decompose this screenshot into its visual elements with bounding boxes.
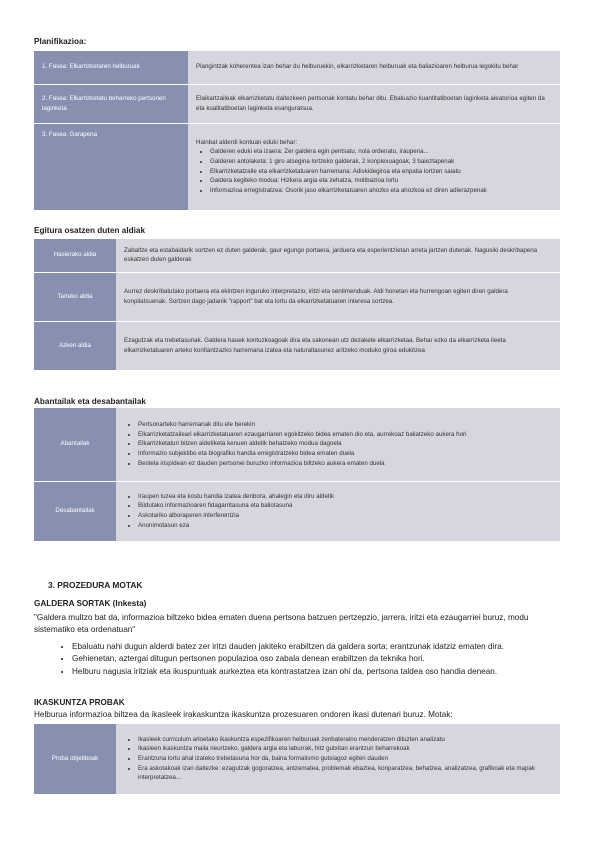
phase-text: Plangintzak koherentea izan behar du helburuekin, elkarrizketaren helburuak eta baliazioaren helburua legokitu behar [188, 51, 560, 84]
list-item: • Bildutako informazioaren fidagarritasuna eta baliotasuna [138, 501, 552, 511]
disadvantages-label: Desabantailak [34, 481, 116, 541]
stage-label: Tarteko aldia [34, 272, 116, 321]
list-item: • Askotariko alboraperen interferentzia [138, 511, 552, 521]
table-row [34, 321, 560, 370]
phase-text [188, 123, 560, 210]
list-item: • Ikasleek curriculum arloetako ikaskuntza espezifikoaren helburuak zenbateraino menderatzen dituzten analizatu [138, 735, 552, 745]
section-heading: 3. PROZEDURA MOTAK [48, 580, 143, 590]
advantages-list [124, 420, 552, 468]
list-item: • Galderen eduki eta izaera: Zer galdera egin pentsatu, nola ordenatu, iraupena... [210, 147, 552, 157]
list-item: • Bestela irispidean ez dauden pertsonei buruzko informazioa biltzeko aukera ematen duela [138, 459, 552, 469]
phase-intro: Hainbat alderdi kontuan eduki behar: [196, 138, 298, 146]
disadvantages-list [124, 492, 552, 530]
structure-table [34, 239, 560, 371]
list-item: • Informazio subjektibo eta biografiko handia erregistratzeko bidea ematen duela [138, 449, 552, 459]
list-item: • Informazioa erregistratzea: Osorik jaso elkarrizketatuaren ahozko eta ahozkoa ez diren adierazpenak [210, 186, 552, 196]
planification-title: Planifikazioa: [34, 37, 87, 46]
stage-label: Azken aldia [34, 321, 116, 370]
structure-title: Egitura osatzen duten aldiak [34, 226, 146, 235]
list-item: • Galdera kegiteko modua: Hizkera argia eta zehatza, motibazioa lortu [210, 176, 552, 186]
list-item: • Ikasleen ikaskuntza maila neurtzeko, galdera argia eta laburrak, hitz gutxitan erantzun beharrekoak [138, 744, 552, 754]
phase-text: Elaikartzaileak elkarrizketatu daitezkeen pertsonak kontatu behar ditu. Ebaluazio kuantitatiboetan laginketa aleatorioa egiten da eta kualitatiboetan laginketa esanguratsua. [188, 84, 560, 123]
phase-label: 2. Fasea: Elkarrizketatu beharreko pertsonen laginketa [34, 84, 188, 123]
planification-table [34, 51, 560, 211]
proba-list [124, 735, 552, 783]
list-item: • Ebaluatu nahi dugun alderdi batez zer iritzi dauden jakiteko erabiltzen da galdera sorta; erantzunak idatziz ematen dira. [72, 641, 552, 653]
list-item: • Helburu nagusia iritziak eta ikuspuntuak aurkeztea eta kontrastatzea izan ohi da, pertsona taldea oso handia denean. [72, 666, 552, 678]
list-item: • Erantzuna lortu ahal izateko trebetasuna hor da, baina formalismo gutxiagoz egiten dauden [138, 754, 552, 764]
stage-text: Zabaltze eta estabaidarik sortzen ez duten galderak, gaur egungo portaera, jarduera eta esperientzietan arreta jartzen dutenak. Nagusiki deskribapena eskatzen duten galderak [116, 239, 560, 272]
phase-list [196, 147, 552, 195]
table-row [34, 239, 560, 272]
list-item: • Era askotakoak izan daitezke: ezagutzak gogoratzea, antzematea, problemak ebaztea, konparatzea, behatzea, analizatzea, grafikoak eta mapak interpretatzea... [138, 764, 552, 783]
table-row [34, 272, 560, 321]
galdera-title: GALDERA SORTAK (Inkesta) [34, 599, 147, 608]
list-item: • Galderen antolaketa: 1 giro atsegina lortzeko galderak, 2 konplexuagoak, 3 baieztapenak [210, 157, 552, 167]
list-item: • Gehienetan, aztergai ditugun pertsonen populazioa oso zabala denean erabiltzen da teknika hori. [72, 653, 552, 665]
ikaskuntza-intro: Helburua informazioa biltzea da ikasleek irakaskuntza ikaskuntza prozesuaren ondoren ikasi dutenari buruz. Motak: [34, 710, 453, 719]
list-item: • Elkarrizketaturi bitzen aldetiketa kenuen aldetik behatzeko modua dagoela [138, 439, 552, 449]
advantages-list-cell [116, 408, 560, 481]
list-item: • Anonimotasun eza [138, 521, 552, 531]
proba-label: Proba objetiboak [34, 724, 116, 794]
stage-label: Hasierako aldia [34, 239, 116, 272]
list-item: • Iraupen luzea eta kostu handia izatea denbora, ahalegin eta diru aldetik [138, 492, 552, 502]
phase-label: 1. Fasea: Elkarrizketaren helburuak [34, 51, 188, 84]
galdera-list [62, 641, 552, 678]
table-row [34, 84, 560, 123]
table-row [34, 408, 560, 481]
stage-text: Aurrez deskribatutako portaera eta ekintzen inguruko interpretazio, iritzi eta sentimenduak. Aldi honetan eta hurrengoan egiten diren galdera konpilatsuenak. Sortzen dago jadanik "rapport" bat eta lortu da elkarrizketatuaren interesa sortzea. [116, 272, 560, 321]
proba-table [34, 724, 560, 795]
advantages-label: Abantailak [34, 408, 116, 481]
proba-list-cell [116, 724, 560, 794]
list-item: • Elkarrizketatzaileari elkarrizketatuaren ezaugarriaren egokitzeko bidea ematen dio eta, aurrekoaz baliatzeko aukera hori [138, 430, 552, 440]
table-row [34, 51, 560, 84]
disadvantages-list-cell [116, 481, 560, 541]
galdera-definition: "Galdera multzo bat da, informazioa biltzeko bidea ematen duena pertsona batzuen pertzepzio, jarrera, iritzi eta ezaugarriei buruz, modu sistematiko eta ordenatuan" [34, 613, 529, 634]
table-row [34, 481, 560, 541]
list-item: • Pertsonarteko harremanak ditu ele berekin [138, 420, 552, 430]
stage-text: Ezagutzak eta trebetasunak. Galdera hauek kontuzkoagoak dira eta sakonean utz dezakete elkarrizketaa. Behar ezko da elkarrizketa ileeta elkarrizketatuaren arteko konfiantzazko harremana izatea eta naturaltasunez aritzeko moduko giroa edukitzea [116, 321, 560, 370]
phase-label: 3. Fasea: Garapena [34, 123, 188, 210]
ikaskuntza-title: IKASKUNTZA PROBAK [34, 698, 125, 707]
list-item: • Elkarrizketatzaile eta elkarrizketatuaren harremana: Adiskidegiroa eta enpatia lortzen saiatu [210, 167, 552, 177]
table-row [34, 724, 560, 794]
table-row [34, 123, 560, 210]
advantages-title: Abantailak eta desabantailak [34, 397, 146, 406]
advantages-table [34, 408, 560, 542]
